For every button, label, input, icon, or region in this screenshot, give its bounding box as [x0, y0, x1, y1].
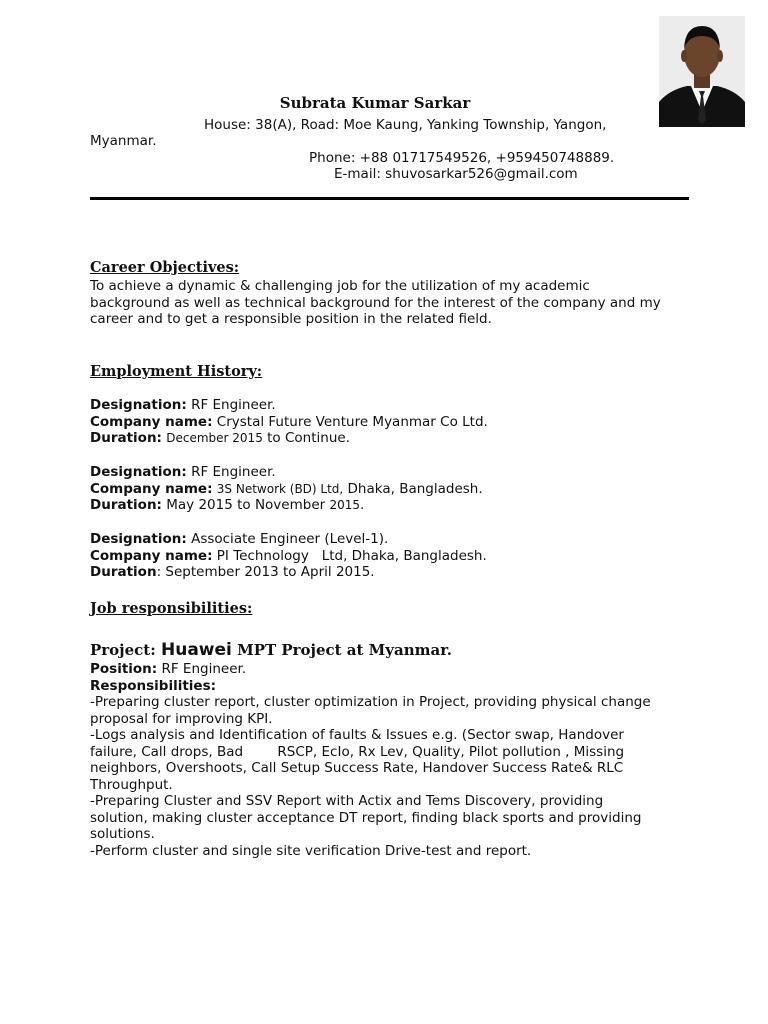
designation-label: Designation: [90, 397, 187, 413]
duration-value: May 2015 to November [166, 497, 330, 513]
responsibility-line: -Preparing Cluster and SSV Report with Actix and Tems Discovery, providing [90, 793, 604, 809]
career-line: career and to get a responsible position in the related field. [90, 311, 492, 327]
responsibility-line: proposal for improving KPI. [90, 710, 273, 727]
career-objectives-heading: Career Objectives: [90, 259, 240, 276]
phone-line: Phone: +88 01717549526, +959450748889. [309, 150, 615, 166]
job-entry-3 [90, 531, 690, 581]
designation-value: Associate Engineer (Level-1). [191, 531, 389, 547]
employment-history-heading: Employment History: [90, 363, 263, 380]
duration-rest: to Continue. [262, 430, 350, 446]
duration-rest: . [360, 497, 365, 513]
job-responsibilities-heading: Job responsibilities: [90, 600, 253, 617]
responsibilities-block [90, 661, 690, 859]
duration-date: December 2015 [166, 431, 263, 445]
responsibility-line: failure, Call drops, Bad RSCP, EcIo, Rx Lev, Quality, Pilot pollution , Missing [90, 743, 625, 760]
company-rest: Dhaka, Bangladesh. [343, 480, 483, 497]
duration-year: 2015 [329, 498, 361, 512]
project-label: Project [90, 641, 151, 659]
company-value: PI Technology Ltd, Dhaka, Bangladesh. [216, 547, 487, 564]
duration-label: Duration: [90, 430, 162, 446]
responsibility-line: -Perform cluster and single site verification Drive-test and report. [90, 842, 532, 859]
candidate-name: Subrata Kumar Sarkar [279, 94, 471, 112]
company-label: Company name: [90, 480, 213, 497]
responsibility-line: Throughput. [90, 776, 173, 793]
company-label: Company name: [90, 413, 213, 430]
responsibility-line: neighbors, Overshoots, Call Setup Success Rate, Handover Success Rate& RLC [90, 760, 624, 776]
designation-value: RF Engineer. [191, 397, 276, 413]
project-title [90, 640, 452, 660]
responsibility-line: -Logs analysis and Identification of faults & Issues e.g. (Sector swap, Handover [90, 727, 624, 743]
job-entry-1 [90, 397, 690, 447]
designation-label: Designation: [90, 464, 187, 480]
career-line: background as well as technical background for the interest of the company and my [90, 294, 661, 311]
email-line [334, 166, 578, 182]
designation-value: RF Engineer. [191, 464, 276, 480]
responsibility-line: solution, making cluster acceptance DT report, finding black sports and providing [90, 809, 642, 826]
company-value: Crystal Future Venture Myanmar Co Ltd. [216, 413, 488, 430]
company-value: 3S Network (BD) Ltd, [216, 481, 344, 496]
career-objectives-text [90, 278, 690, 328]
job-entry-2 [90, 464, 690, 514]
career-line: To achieve a dynamic & challenging job for the utilization of my academic [90, 278, 590, 294]
duration-label: Duration [90, 564, 157, 580]
project-colon: : [150, 641, 161, 659]
project-brand: Huawei [161, 640, 232, 660]
duration-value: : September 2013 to April 2015. [156, 564, 375, 580]
responsibility-line: solutions. [90, 826, 155, 842]
header-divider [90, 197, 689, 200]
email-address[interactable]: shuvosarkar526@gmail.com [385, 166, 578, 182]
address-line-2: Myanmar. [90, 133, 157, 149]
address-line-1: House: 38(A), Road: Moe Kaung, Yanking Township, Yangon, [204, 117, 607, 133]
company-label: Company name: [90, 547, 213, 564]
project-name: MPT Project at Myanmar. [231, 641, 452, 659]
responsibilities-label: Responsibilities: [90, 677, 217, 694]
position-value: RF Engineer. [161, 661, 247, 677]
responsibility-line: -Preparing cluster report, cluster optimization in Project, providing physical change [90, 694, 651, 710]
designation-label: Designation: [90, 531, 187, 547]
email-label: E-mail: [334, 166, 381, 182]
duration-label: Duration: [90, 497, 162, 513]
position-label: Position: [90, 661, 158, 677]
